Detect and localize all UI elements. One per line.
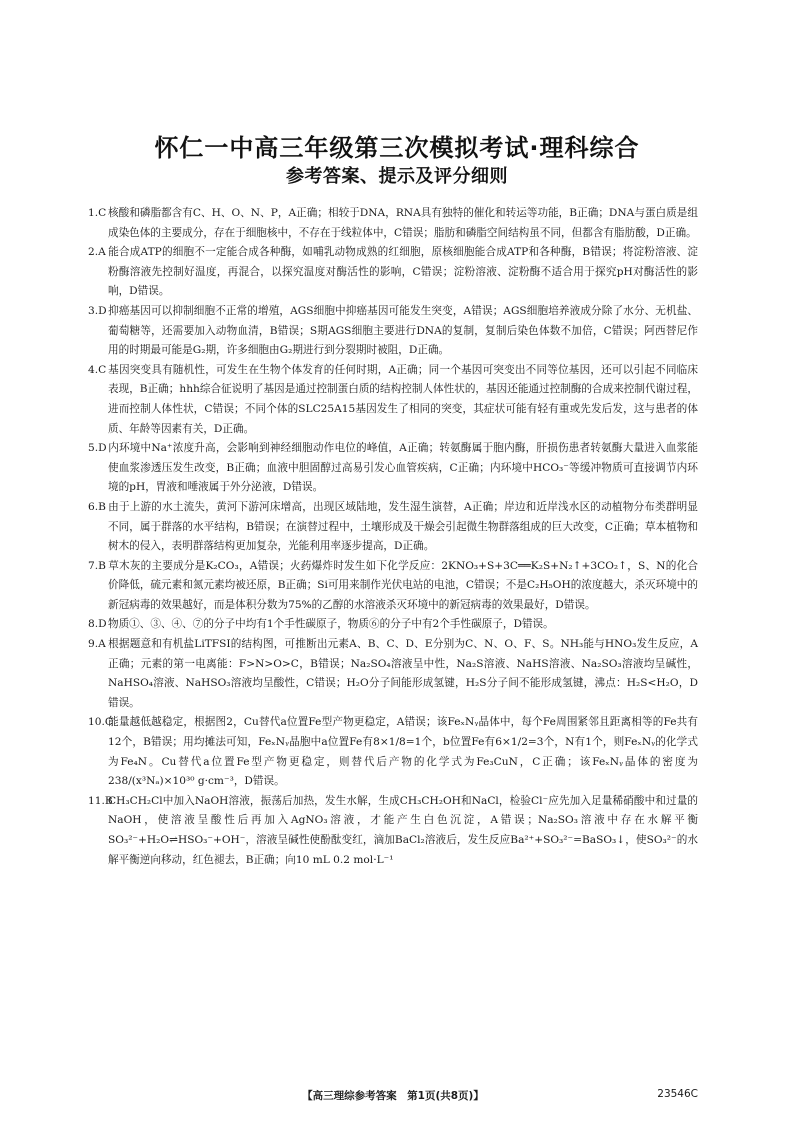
answer-text: 物质①、③、④、⑦的分子中均有1个手性碳原子，物质⑥的分子中有2个手性碳原子，D错误。 [108,618,554,631]
answer-list [88,204,698,870]
answer-item [88,361,698,439]
answer-item [88,204,698,243]
document-code: 23546C [657,1088,698,1100]
answer-item [88,243,698,302]
answer-text: 核酸和磷脂都含有C、H、O、N、P，A正确；相较于DNA，RNA具有独特的催化和转运等功能，B正确；DNA与蛋白质是组成染色体的主要成分，存在于细胞核中，不存在于线粒体中，C错误；脂肪和磷脂空间结构虽不同，但都含有脂肪酸，D正确。 [108,207,698,239]
answer-item [88,498,698,557]
answer-number: 4.C [88,363,107,376]
answer-item [88,615,698,635]
page-subtitle: 参考答案、提示及评分细则 [286,166,508,187]
page-title: 怀仁一中高三年级第三次模拟考试·理科综合 [154,134,640,162]
answer-text: 基因突变具有随机性，可发生在生物个体发育的任何时期，A正确；同一个基因可突变出不同等位基因，还可以引起不同临床表现，B正确；hhh综合征说明了基因是通过控制蛋白质的结构控制人体性状的，基因还能通过控制酶的合成来控制代谢过程，进而控制人体性状，C错误；不同个体的SLC25A15基因发生了相同的突变，其症状可能有轻有重或先发后发，这与患者的体质、年龄等因素有关，D正确。 [108,363,698,435]
answer-item [88,713,698,791]
answer-text: 根据题意和有机盐LiTFSI的结构图，可推断出元素A、B、C、D、E分别为C、N、O、F、S。NH₃能与HNO₃发生反应，A正确；元素的第一电离能：F>N>O>C，B错误；Na₂SO₄溶液呈中性，Na₂S溶液、NaHS溶液、Na₂SO₃溶液均呈碱性，NaHSO₄溶液、NaHSO₃溶液均呈酸性，C错误；H₂O分子间能形成氢键，H₂S分子间不能形成氢键，沸点：H₂S<H₂O，D错误。 [108,638,698,709]
answer-number: 5.D [88,442,107,455]
answer-text: CH₃CH₂Cl中加入NaOH溶液，振荡后加热，发生水解，生成CH₃CH₂OH和NaCl，检验Cl⁻应先加入足量稀硝酸中和过量的NaOH，使溶液呈酸性后再加入AgNO₃溶液，才能产生白色沉淀，A错误；Na₂SO₃溶液中存在水解平衡SO₃²⁻+H₂O⇌HSO₃⁻+OH⁻，溶液呈碱性使酚酞变红，滴加BaCl₂溶液后，发生反应Ba²⁺+SO₃²⁻=BaSO₃↓，使SO₃²⁻的水解平衡逆向移动，红色褪去，B正确；向10 mL 0.2 mol·L⁻¹ [108,794,698,866]
answer-number: 6.B [88,500,106,513]
answer-number: 2.A [88,246,106,259]
answer-text: 内环境中Na⁺浓度升高，会影响到神经细胞动作电位的峰值，A正确；转氨酶属于胞内酶，肝损伤患者转氨酶大量进入血浆能使血浆渗透压发生改变，B正确；血液中胆固醇过高易引发心血管疾病，C正确；内环境中HCO₃⁻等缓冲物质可直接调节内环境的pH，胃液和唾液属于外分泌液，D错误。 [108,442,698,494]
answer-item [88,635,698,713]
answer-text: 抑癌基因可以抑制细胞不正常的增殖，AGS细胞中抑癌基因可能发生突变，A错误；AGS细胞培养液成分除了水分、无机盐、葡萄糖等，还需要加入动物血清，B错误；S期AGS细胞主要进行DNA的复制，复制后染色体数不加倍，C错误；阿西替尼作用的时期最可能是G₂期，许多细胞由G₂期进行到分裂期时被阻，D正确。 [108,304,698,357]
answer-text: 由于上游的水土流失，黄河下游河床增高，出现区域陆地，发生湿生演替，A正确；岸边和近岸浅水区的动植物分布类群明显不同，属于群落的水平结构，B错误；在演替过程中，土壤形成及干燥会引起微生物群落组成的巨大改变，C正确；草本植物和树木的侵入，表明群落结构更加复杂，光能利用率逐步提高，D正确。 [108,500,698,553]
answer-number: 1.C [88,207,107,219]
answer-text: 能合成ATP的细胞不一定能合成各种酶，如哺乳动物成熟的红细胞，原核细胞能合成ATP和各种酶，B错误；将淀粉溶液、淀粉酶溶液先控制好温度，再混合，以探究温度对酶活性的影响，C错误；淀粉溶液、淀粉酶不适合用于探究pH对酶活性的影响，D错误。 [108,246,698,298]
page-number: 【高三理综参考答案 第1页(共8页)】 [302,1090,484,1102]
answer-number: 7.B [88,559,106,572]
answer-item [88,792,698,870]
answer-item [88,302,698,361]
answer-item [88,557,698,616]
answer-text: 草木灰的主要成分是K₂CO₃，A错误；火药爆炸时发生如下化学反应：2KNO₃+S+3C══K₂S+N₂↑+3CO₂↑，S、N的化合价降低，硫元素和氮元素均被还原，B正确；Si可用来制作光伏电站的电池，C错误；不是C₂H₅OH的浓度越大，杀灭环境中的新冠病毒的效果越好，而是体积分数为75%的乙醇的水溶液杀灭环境中的新冠病毒的效果最好，D错误。 [108,559,698,611]
answer-number: 8.D [88,618,107,631]
answer-number: 10.C [88,716,113,729]
answer-number: 11.B [88,794,113,807]
answer-number: 9.A [88,638,106,651]
page-footer [88,1088,698,1106]
answer-number: 3.D [88,304,107,317]
answer-item [88,439,698,498]
answer-text: 能量越低越稳定，根据图2，Cu替代a位置Fe型产物更稳定，A错误；该FeₓNᵧ晶体中，每个Fe周围紧邻且距离相等的Fe共有12个，B错误；用均摊法可知，FeₓNᵧ晶胞中a位置Fe有8×1/8=1个，b位置Fe有6×1/2=3个，N有1个，则FeₓNᵧ的化学式为Fe₄N。Cu替代a位置Fe型产物更稳定，则替代后产物的化学式为Fe₃CuN，C正确；该FeₓNᵧ晶体的密度为238/(x³Nₐ)×10³⁰ g·cm⁻³，D错误。 [108,716,698,788]
